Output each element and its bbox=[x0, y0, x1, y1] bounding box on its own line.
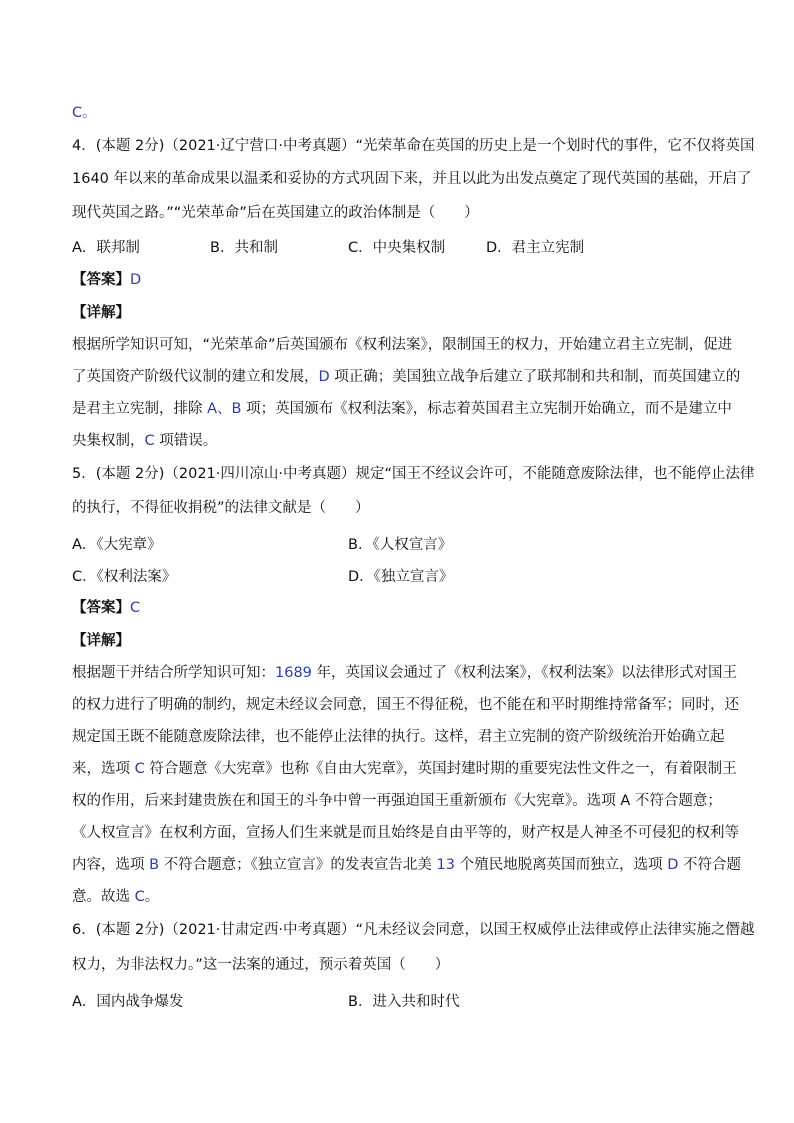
answer-value: C bbox=[130, 600, 141, 616]
q5-explanation-line-2: 的权力进行了明确的制约，规定未经议会同意，国王不得征税，也不能在和平时期维持常备军；同时，还 bbox=[72, 697, 739, 713]
option-ref: D bbox=[318, 369, 330, 385]
q5-explanation-line-5: 权的作用，后来封建贵族在和国王的斗争中曾一再强迫国王重新颁布《大宪章》。选项 A 不符合题意； bbox=[72, 793, 722, 809]
answer-value: D bbox=[130, 272, 142, 288]
text-span: 项；英国颁布《权利法案》，标志着英国君主立宪制开始确立，而不是建立中 bbox=[241, 401, 732, 417]
q4-explanation-line-3 bbox=[72, 399, 732, 419]
q4-stem-line-1: 4．(本题 2分)（2021·辽宁营口·中考真题）“光荣革命在英国的历史上是一个划时代的事件，它不仅将英国 bbox=[72, 138, 755, 154]
q5-option-b: B．《人权宣言》 bbox=[348, 537, 453, 553]
q4-option-d: D．君主立宪制 bbox=[486, 240, 585, 256]
q5-stem-line-1: 5．(本题 2分)（2021·四川凉山·中考真题）规定“国王不经议会许可，不能随意废除法律，也不能停止法律 bbox=[72, 466, 755, 482]
q6-option-a: A．国内战争爆发 bbox=[72, 994, 184, 1010]
text-span: 了英国资产阶级代议制的建立和发展， bbox=[72, 369, 319, 385]
q5-explanation-line-6: 《人权宣言》在权利方面，宣扬人们生来就是而且始终是自由平等的，财产权是人神圣不可侵犯的权利等 bbox=[72, 825, 739, 841]
q4-explanation-line-2 bbox=[72, 367, 740, 387]
text-span: 来，选项 bbox=[72, 761, 135, 777]
q5-option-a: A．《大宪章》 bbox=[72, 537, 162, 553]
option-ref: C bbox=[134, 889, 145, 905]
option-ref: A、B bbox=[207, 401, 242, 417]
text-span: 个殖民地脱离英国而独立，选项 bbox=[454, 857, 668, 873]
q6-option-b: B．进入共和时代 bbox=[348, 994, 460, 1010]
option-ref: D bbox=[667, 857, 679, 873]
q4-option-b: B．共和制 bbox=[210, 240, 278, 256]
text-span: 年，英国议会通过了《权利法案》，《权利法案》以法律形式对国王 bbox=[311, 665, 738, 681]
q5-explanation-line-1 bbox=[72, 663, 737, 683]
text-span: 内容，选项 bbox=[72, 857, 150, 873]
q6-stem-line-1: 6．(本题 2分)（2021·甘肃定西·中考真题）“凡未经议会同意，以国王权威停止法律或停止法律实施之僭越 bbox=[72, 922, 755, 938]
q4-detail-label: 【详解】 bbox=[72, 305, 130, 321]
q5-option-c: C．《权利法案》 bbox=[72, 569, 177, 585]
q5-explanation-line-4 bbox=[72, 759, 737, 779]
q5-stem-line-2: 的执行，不得征收捐税”的法律文献是（ ） bbox=[72, 500, 370, 516]
text-span: 。 bbox=[144, 889, 160, 905]
q4-answer bbox=[72, 270, 141, 290]
q4-option-a: A．联邦制 bbox=[72, 240, 140, 256]
number-ref: 13 bbox=[436, 857, 455, 873]
answer-label: 【答案】 bbox=[72, 272, 130, 288]
q5-answer bbox=[72, 598, 140, 618]
text-span: 央集权制， bbox=[72, 433, 145, 449]
q4-option-c: C．中央集权制 bbox=[348, 240, 446, 256]
text-span: 不符合题 bbox=[678, 857, 741, 873]
q4-explanation-line-1: 根据所学知识可知，“光荣革命”后英国颁布《权利法案》，限制国王的权力，开始建立君主立宪制，促进 bbox=[72, 337, 733, 353]
q4-stem-line-2: 1640 年以来的革命成果以温柔和妥协的方式巩固下来，并且以此为出发点奠定了现代英国的基础，开启了 bbox=[72, 171, 752, 187]
year-ref: 1689 bbox=[275, 665, 312, 681]
answer-tail: C。 bbox=[72, 105, 97, 121]
q5-explanation-line-3: 规定国王既不能随意废除法律，也不能停止法律的执行。这样，君主立宪制的资产阶级统治开始确立起 bbox=[72, 729, 725, 745]
q5-explanation-line-8 bbox=[72, 887, 159, 907]
text-span: 意。故选 bbox=[72, 889, 135, 905]
answer-label: 【答案】 bbox=[72, 600, 130, 616]
text-span: 根据题干并结合所学知识可知： bbox=[72, 665, 275, 681]
q4-explanation-line-4 bbox=[72, 431, 217, 451]
q4-stem-line-3: 现代英国之路。”“光荣革命”后在英国建立的政治体制是（ ） bbox=[72, 205, 479, 221]
option-ref: C bbox=[134, 761, 145, 777]
q5-detail-label: 【详解】 bbox=[72, 633, 130, 649]
q6-stem-line-2: 权力，为非法权力。”这一法案的通过，预示着英国（ ） bbox=[72, 957, 450, 973]
text-span: 不符合题意；《独立宣言》的发表宣告北美 bbox=[159, 857, 437, 873]
q5-explanation-line-7 bbox=[72, 855, 741, 875]
text-span: 符合题意《大宪章》也称《自由大宪章》，英国封建时期的重要宪法性文件之一，有着限制王 bbox=[144, 761, 737, 777]
q5-option-d: D．《独立宣言》 bbox=[348, 569, 454, 585]
text-span: 项错误。 bbox=[154, 433, 218, 449]
option-ref: C bbox=[144, 433, 155, 449]
option-ref: B bbox=[149, 857, 160, 873]
text-span: 是君主立宪制，排除 bbox=[72, 401, 208, 417]
text-span: 项正确；美国独立战争后建立了联邦制和共和制，而英国建立的 bbox=[329, 369, 741, 385]
